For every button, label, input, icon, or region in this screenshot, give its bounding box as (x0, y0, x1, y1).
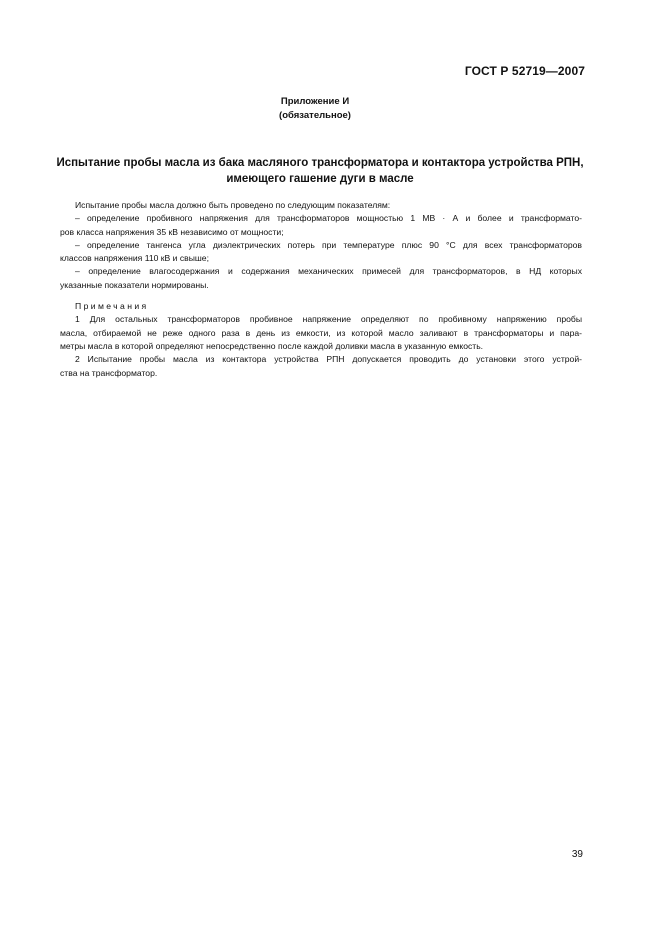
section-title-line-1: Испытание пробы масла из бака масляного трансформатора и контактора устройства РПН, (56, 157, 584, 169)
note-line: 1 Для остальных трансформаторов пробивное напряжение определяют по пробивному напряжению пробы (75, 314, 582, 325)
list-item-loss-tangent (60, 239, 582, 266)
page-number: 39 (571, 849, 583, 860)
list-item-line: – определение влагосодержания и содержания механических примесей для трансформаторов, в НД которых (75, 266, 582, 277)
list-item-line: – определение тангенса угла диэлектрических потерь при температуре плюс 90 °С для всех трансформаторов (75, 239, 582, 250)
notes-heading: Примечания (75, 301, 149, 312)
document-body (60, 199, 582, 380)
appendix-heading (0, 95, 630, 123)
note-1 (60, 313, 582, 353)
note-line: метры масла в которой определяют непосредственно после каждой доливки масла в указанную емкость. (60, 340, 484, 351)
intro-paragraph: Испытание пробы масла должно быть проведено по следующим показателям: (75, 200, 391, 210)
note-2 (60, 353, 582, 380)
list-item-line: – определение пробивного напряжения для трансформаторов мощностью 1 МВ · А и более и трансформато- (75, 213, 582, 224)
section-title-line-2: имеющего гашение дуги в масле (226, 173, 414, 185)
note-line: масла, отбираемой не реже одного раза в день из емкости, из которой масло заливают в трансформаторы и пара- (60, 327, 582, 338)
appendix-label: Приложение И (280, 96, 350, 107)
list-item-line: ров класса напряжения 35 кВ независимо от мощности; (60, 226, 284, 237)
list-item-moisture-content (60, 265, 582, 292)
note-line: ства на трансформатор. (60, 367, 158, 378)
document-code: ГОСТ Р 52719—2007 (464, 64, 585, 78)
list-item-line: классов напряжения 110 кВ и свыше; (60, 253, 209, 264)
appendix-status: (обязательное) (279, 110, 351, 121)
note-line: 2 Испытание пробы масла из контактора устройства РПН допускается проводить до установки этого устрой- (75, 354, 582, 365)
list-item-breakdown-voltage (60, 212, 582, 239)
section-title (40, 155, 600, 187)
list-item-line: указанные показатели нормированы. (60, 279, 209, 290)
